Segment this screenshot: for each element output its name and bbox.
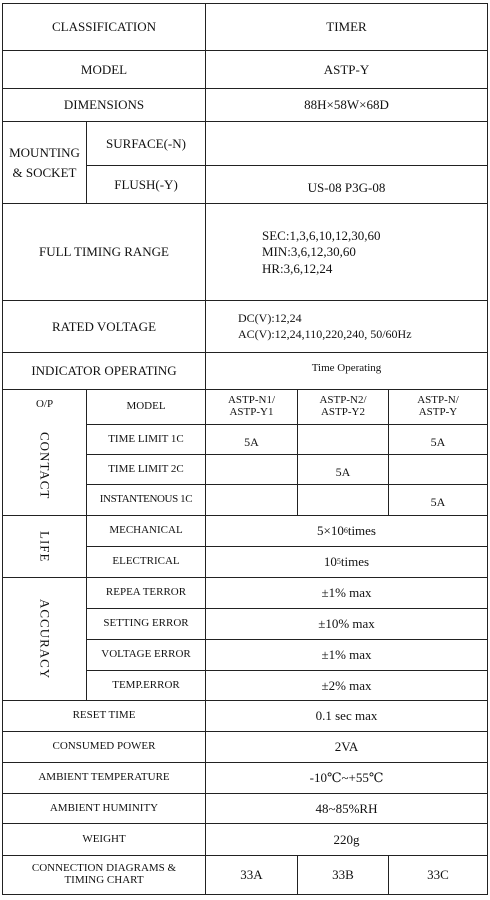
electrical-value [206,547,487,577]
op-model-1 [206,390,297,424]
rated-voltage-ac: AC(V):12,24,110,220,240, 50/60Hz [238,327,412,341]
table-row-label: TIME LIMIT 1C [108,432,184,445]
timing-range-min: MIN:3,6,12,30,60 [262,244,356,260]
rated-voltage-label: RATED VOLTAGE [51,318,157,334]
model-label: MODEL [80,61,128,77]
table-cell [389,460,487,484]
dimensions-value: 88H×58W×68D [304,97,389,113]
indicator-label: INDICATOR OPERATING [31,363,177,379]
mechanical-label: MECHANICAL [109,524,183,537]
table-row-label: SETTING ERROR [103,617,189,630]
weight-label: WEIGHT [82,832,126,845]
table-cell: ±1% max [321,585,372,601]
mounting-label [3,122,86,203]
mechanical-unit: times [347,523,376,539]
connection-value-b: 33B [332,867,354,883]
timing-range-values [262,204,462,300]
op-model-3 [389,390,487,424]
op-model-3-line2: ASTP-Y [418,406,458,418]
consumed-power-label: CONSUMED POWER [52,740,156,753]
weight-value: 220g [333,831,360,847]
table-cell: ±1% max [321,647,372,663]
reset-time-label: RESET TIME [72,709,136,722]
op-label: O/P [35,398,54,411]
ambient-temperature-label: AMBIENT TEMPERATURE [38,771,170,784]
mounting-label-line2: & SOCKET [12,164,77,180]
table-cell: ±2% max [321,677,372,693]
op-model-2-line2: ASTP-Y2 [320,406,365,418]
consumed-power-value: 2VA [334,739,359,755]
electrical-unit: times [340,554,370,570]
table-row-label: INSTANTENOUS 1C [99,493,193,506]
flush-label: FLUSH(-Y) [114,176,178,192]
timing-range-label: FULL TIMING RANGE [39,244,169,260]
table-row-label: TEMP.ERROR [112,678,180,691]
flush-value: US-08 P3G-08 [307,179,386,195]
table-row-label: REPEA TERROR [105,586,187,599]
mechanical-exp: 6 [343,525,348,535]
surface-label: SURFACE(-N) [106,135,186,151]
classification-label: CLASSIFICATION [51,19,156,35]
op-model-1-line2: ASTP-Y1 [229,406,274,418]
electrical-exp: 5 [336,556,341,566]
connection-label [3,856,205,894]
contact-label: CONTACT [37,431,53,500]
table-cell [298,430,388,454]
dimensions-label: DIMENSIONS [63,97,145,113]
ambient-humidity-value: 48~85%RH [315,800,378,816]
table-cell: 5A [335,464,351,479]
op-model-1-line1: ASTP-N1/ [227,394,276,407]
connection-label-line2: TIMING CHART [64,874,144,886]
rated-voltage-dc: DC(V):12,24 [238,311,302,326]
timing-range-hr: HR:3,6,12,24 [262,260,333,276]
rated-voltage-values [238,301,483,352]
classification-value: TIMER [326,19,367,35]
ambient-humidity-label: AMBIENT HUMINITY [49,801,159,814]
connection-value-a: 33A [240,867,263,883]
reset-time-value: 0.1 sec max [315,708,378,724]
ambient-temperature-value: -10℃~+55℃ [309,770,384,786]
table-cell: 5A [244,434,259,449]
timing-range-sec: SEC:1,3,6,10,12,30,60 [262,227,381,243]
connection-value-c: 33C [427,867,449,883]
table-cell [206,460,297,484]
table-row-label: TIME LIMIT 2C [108,462,184,475]
op-model-2 [298,390,388,424]
accuracy-label: ACCURACY [37,598,53,680]
mounting-label-line1: MOUNTING [9,144,80,160]
table-cell: 5A [430,434,446,449]
life-label: LIFE [37,530,53,563]
table-cell [298,490,388,515]
table-cell [206,490,297,515]
op-model-label: MODEL [126,400,166,413]
op-model-2-line1: ASTP-N2/ [319,394,367,407]
electrical-base: 10 [323,554,337,570]
model-value: ASTP-Y [323,61,370,77]
table-cell: ±10% max [318,616,375,632]
op-model-3-line1: ASTP-N/ [417,394,459,407]
table-cell: 5A [430,495,446,510]
table-row-label: VOLTAGE ERROR [101,648,191,661]
mechanical-value [206,516,487,546]
surface-value [206,122,487,165]
indicator-value: Time Operating [311,362,382,375]
electrical-label: ELECTRICAL [112,555,180,568]
mechanical-base: 5×10 [316,523,344,539]
connection-label-line1: CONNECTION DIAGRAMS & [31,862,177,875]
